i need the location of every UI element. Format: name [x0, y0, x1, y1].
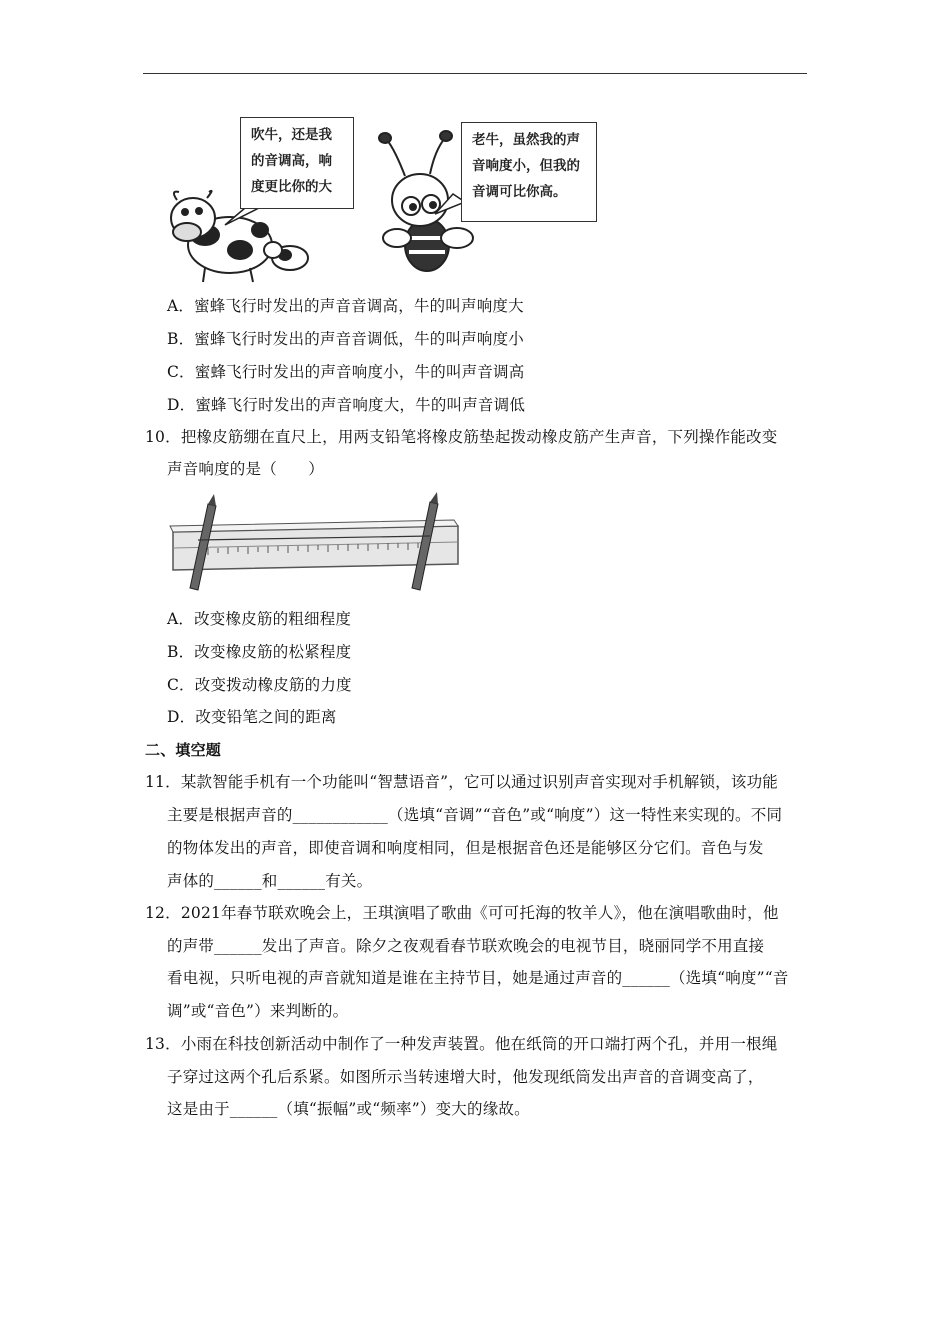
cow-bubble-line-1: 吹牛，还是我: [251, 127, 332, 143]
bee-speech-bubble: [461, 122, 597, 222]
q13-line-3: 这是由于______（填“振幅”或“频率”）变大的缘故。: [167, 1100, 530, 1118]
q12-line-4: 调”或“音色”）来判断的。: [167, 1002, 349, 1020]
q12-line-3: 看电视，只听电视的声音就知道是谁在主持节目，她是通过声音的______（选填“响度”“音: [167, 969, 789, 987]
q10-stem-line-2: 声音响度的是（ ）: [167, 460, 325, 478]
q13-line-1: 13．小雨在科技创新活动中制作了一种发声装置。他在纸筒的开口端打两个孔，并用一根绳: [145, 1035, 778, 1053]
cow-bubble-line-3: 度更比你的大: [251, 179, 332, 195]
q10-option-c: C．改变拨动橡皮筋的力度: [167, 676, 352, 694]
q10-stem-line-1: 10．把橡皮筋绷在直尺上，用两支铅笔将橡皮筋垫起拨动橡皮筋产生声音，下列操作能改变: [145, 428, 778, 446]
q13-line-2: 子穿过这两个孔后系紧。如图所示当转速增大时，他发现纸筒发出声音的音调变高了，: [167, 1068, 764, 1086]
q10-option-d: D．改变铅笔之间的距离: [167, 708, 337, 726]
bee-bubble-line-1: 老牛，虽然我的声: [472, 132, 580, 148]
q12-line-2: 的声带______发出了声音。除夕之夜观看春节联欢晚会的电视节目，晓丽同学不用直接: [167, 937, 765, 955]
section-heading-fill-in: 二、填空题: [145, 741, 222, 759]
q9-option-d: D．蜜蜂飞行时发出的声音响度大，牛的叫声音调低: [167, 396, 526, 414]
q11-line-1: 11．某款智能手机有一个功能叫“智慧语音”，它可以通过识别声音实现对手机解锁，该功能: [145, 773, 778, 791]
ruler-and-pencils-illustration: [168, 492, 463, 594]
q12-line-1: 12．2021年春节联欢晚会上，王琪演唱了歌曲《可可托海的牧羊人》，他在演唱歌曲时，他: [145, 904, 779, 922]
q9-option-c: C．蜜蜂飞行时发出的声音响度小，牛的叫声音调高: [167, 363, 525, 381]
q11-line-3: 的物体发出的声音，即使音调和响度相同，但是根据音色还是能够区分它们。音色与发: [167, 839, 764, 857]
cow-bubble-line-2: 的音调高，响: [251, 153, 332, 169]
q10-option-b: B．改变橡皮筋的松紧程度: [167, 643, 352, 661]
q9-option-a: A．蜜蜂飞行时发出的声音音调高，牛的叫声响度大: [167, 297, 524, 315]
bee-bubble-line-3: 音调可比你高。: [472, 184, 567, 200]
q10-option-a: A．改变橡皮筋的粗细程度: [167, 610, 352, 628]
q11-line-4: 声体的______和______有关。: [167, 872, 373, 890]
q11-line-2: 主要是根据声音的____________（选填“音调”“音色”或“响度”）这一特性来实现的。不同: [167, 806, 783, 824]
bee-bubble-line-2: 音响度小，但我的: [472, 158, 580, 174]
q9-option-b: B．蜜蜂飞行时发出的声音音调低，牛的叫声响度小: [167, 330, 524, 348]
ruler-drawing: [170, 520, 458, 570]
header-rule: [143, 73, 807, 74]
cow-speech-bubble: [240, 117, 354, 209]
